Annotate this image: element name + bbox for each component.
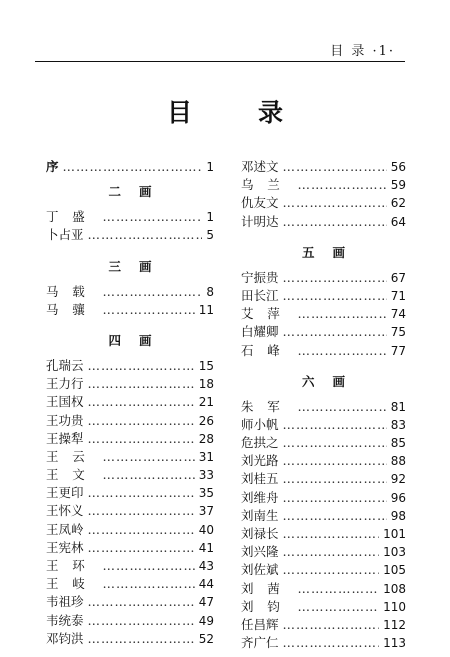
- toc-entry[interactable]: [46, 375, 214, 393]
- toc-entry-name: 刘茜: [241, 580, 294, 596]
- toc-entry-name: 王怀义: [46, 503, 84, 519]
- toc-entry-page: 112: [383, 617, 406, 632]
- toc-entry-name: 刘南生: [241, 507, 279, 523]
- toc-entry-preface[interactable]: [46, 158, 214, 176]
- toc-entry-name: 王力行: [46, 376, 84, 392]
- section-char: 五: [301, 244, 315, 260]
- section-char: 三: [108, 258, 121, 274]
- leader-dots: [88, 484, 195, 502]
- leader-dots: [88, 393, 195, 411]
- toc-entry-page: 1: [206, 210, 214, 225]
- toc-entry-name: 王云: [46, 448, 99, 464]
- leader-dots: [298, 580, 380, 598]
- toc-entry-page: 101: [383, 527, 406, 541]
- toc-entry[interactable]: [241, 305, 406, 323]
- leader-dots: [283, 470, 387, 488]
- toc-entry[interactable]: [241, 489, 406, 507]
- section-heading-4-strokes: [46, 332, 214, 350]
- leader-dots: [283, 194, 387, 212]
- toc-entry[interactable]: [46, 521, 214, 539]
- toc-entry[interactable]: [46, 539, 214, 557]
- leader-dots: [283, 434, 387, 452]
- toc-entry-page: 110: [383, 599, 406, 614]
- toc-entry-page: 40: [198, 522, 214, 537]
- toc-entry[interactable]: [241, 194, 406, 212]
- toc-entry-name: 计明达: [241, 213, 279, 229]
- toc-entry[interactable]: [241, 434, 406, 452]
- toc-entry-page: 49: [198, 613, 214, 628]
- toc-entry-page: 81: [390, 399, 406, 414]
- toc-entry-name: 孔瑞云: [46, 357, 84, 373]
- toc-entry-page: 74: [390, 307, 406, 322]
- leader-dots: [298, 598, 380, 616]
- toc-entry-name: 刘光路: [241, 453, 279, 469]
- leader-dots: [88, 539, 195, 557]
- toc-entry[interactable]: [241, 342, 406, 360]
- toc-entry-name: 王更印: [46, 485, 84, 501]
- toc-entry-page: 85: [390, 436, 406, 451]
- leader-dots: [283, 543, 380, 561]
- toc-entry-page: 77: [390, 343, 406, 358]
- toc-entry[interactable]: [241, 213, 406, 231]
- toc-entry-page: 44: [198, 577, 214, 592]
- toc-entry[interactable]: [46, 283, 214, 301]
- toc-entry-page: 15: [198, 358, 214, 373]
- toc-entry-name: 石峰: [241, 342, 294, 358]
- toc-entry[interactable]: [241, 416, 406, 434]
- toc-entry-name: 刘佐斌: [241, 562, 279, 578]
- leader-dots: [283, 507, 387, 525]
- toc-entry-name: 韦统泰: [46, 612, 84, 628]
- leader-dots: [283, 269, 387, 287]
- toc-entry-name: 王环: [46, 558, 99, 573]
- toc-entry-page: 18: [198, 377, 214, 392]
- toc-entry-name: 朱军: [241, 398, 294, 414]
- toc-entry-page: 103: [383, 545, 406, 560]
- running-head: 目 录 ·1·: [330, 44, 395, 59]
- toc-entry[interactable]: [46, 630, 214, 648]
- leader-dots: [88, 430, 195, 448]
- toc-entry-page: 62: [390, 196, 406, 211]
- leader-dots: [63, 158, 203, 176]
- toc-entry-page: 96: [390, 490, 406, 505]
- toc-entry-name: 齐广仁: [241, 635, 279, 651]
- toc-entry[interactable]: [241, 543, 406, 561]
- toc-entry[interactable]: [46, 208, 214, 226]
- toc-entry[interactable]: [46, 557, 214, 575]
- toc-entry[interactable]: [241, 525, 406, 543]
- toc-entry-page: 1: [206, 160, 214, 174]
- toc-entry[interactable]: [241, 507, 406, 525]
- toc-entry-page: 26: [198, 413, 214, 428]
- toc-entry-page: 98: [390, 508, 406, 523]
- toc-entry-name: 刘禄长: [241, 526, 279, 541]
- toc-entry[interactable]: [241, 580, 406, 598]
- toc-entry[interactable]: [241, 269, 406, 287]
- leader-dots: [298, 305, 387, 323]
- leader-dots: [88, 375, 195, 393]
- leader-dots: [103, 208, 203, 226]
- leader-dots: [103, 283, 203, 301]
- section-heading-6-strokes: [241, 373, 406, 391]
- toc-entry-page: 31: [198, 449, 214, 464]
- toc-entry-name: 王岐: [46, 576, 99, 592]
- toc-entry[interactable]: [241, 634, 406, 652]
- toc-left-column: [46, 158, 214, 648]
- toc-entry-name: 王文: [46, 467, 99, 483]
- toc-entry-page: 64: [390, 214, 406, 229]
- toc-entry-page: 75: [390, 325, 406, 340]
- toc-entry-name: 马载: [46, 283, 99, 299]
- toc-entry[interactable]: [46, 466, 214, 484]
- leader-dots: [283, 489, 387, 507]
- toc-entry[interactable]: [46, 412, 214, 430]
- leader-dots: [283, 158, 387, 176]
- toc-entry-page: 21: [198, 395, 214, 410]
- toc-entry-name: 王国权: [46, 394, 84, 410]
- toc-entry-name: 师小帆: [241, 416, 279, 432]
- toc-entry-name: 刘维舟: [241, 489, 279, 505]
- toc-entry-name: 任昌辉: [241, 616, 279, 632]
- toc-entry-name: 丁盛: [46, 209, 99, 225]
- toc-entry[interactable]: [46, 612, 214, 630]
- leader-dots: [88, 612, 195, 630]
- toc-entry-name: 马骧: [46, 301, 99, 317]
- toc-entry[interactable]: [46, 357, 214, 375]
- toc-entry-name: 韦祖珍: [46, 594, 84, 610]
- leader-dots: [88, 226, 203, 244]
- toc-entry[interactable]: [241, 287, 406, 305]
- toc-entry-page: 8: [206, 284, 214, 299]
- section-heading-5-strokes: [241, 244, 406, 262]
- toc-entry[interactable]: [241, 158, 406, 176]
- leader-dots: [103, 448, 195, 466]
- leader-dots: [283, 213, 387, 231]
- section-char: 画: [139, 332, 152, 348]
- section-char: 画: [332, 373, 346, 389]
- section-char: 画: [332, 244, 346, 260]
- toc-entry-page: 33: [198, 468, 214, 483]
- toc-entry-name: 田长江: [241, 287, 279, 303]
- toc-entry-name: 序: [46, 159, 59, 174]
- leader-dots: [283, 323, 387, 341]
- leader-dots: [103, 466, 195, 484]
- leader-dots: [283, 634, 380, 652]
- leader-dots: [283, 452, 387, 470]
- toc-entry-page: 105: [383, 563, 406, 578]
- toc-entry-page: 108: [383, 581, 406, 596]
- section-char: 四: [108, 332, 121, 348]
- toc-entry[interactable]: [241, 398, 406, 416]
- toc-entry[interactable]: [46, 448, 214, 466]
- toc-entry[interactable]: [46, 575, 214, 593]
- toc-entry-page: 41: [198, 540, 214, 555]
- toc-entry[interactable]: [46, 484, 214, 502]
- toc-entry[interactable]: [241, 470, 406, 488]
- toc-entry-page: 28: [198, 431, 214, 446]
- toc-entry-name: 刘兴隆: [241, 544, 279, 560]
- toc-entry-name: 危拱之: [241, 435, 279, 451]
- toc-entry-page: 11: [198, 302, 214, 317]
- section-heading-2-strokes: [46, 183, 214, 201]
- toc-entry-page: 47: [198, 595, 214, 610]
- toc-entry[interactable]: [241, 323, 406, 341]
- leader-dots: [88, 502, 195, 520]
- leader-dots: [298, 398, 387, 416]
- toc-entry-page: 71: [390, 288, 406, 303]
- leader-dots: [88, 630, 195, 648]
- toc-entry-name: 王操犁: [46, 430, 84, 446]
- leader-dots: [283, 416, 387, 434]
- toc-entry-name: 邓述文: [241, 159, 279, 174]
- toc-entry-page: 52: [198, 631, 214, 646]
- leader-dots: [103, 557, 195, 575]
- leader-dots: [88, 593, 195, 611]
- toc-entry-page: 37: [198, 504, 214, 519]
- section-char: 六: [301, 373, 315, 389]
- toc-entry-name: 刘钧: [241, 598, 294, 614]
- toc-entry[interactable]: [241, 616, 406, 634]
- toc-entry-page: 59: [390, 178, 406, 193]
- toc-entry-page: 35: [198, 486, 214, 501]
- toc-entry[interactable]: [46, 301, 214, 319]
- leader-dots: [283, 525, 380, 543]
- toc-right-column: [241, 158, 406, 652]
- toc-entry-name: 白耀卿: [241, 324, 279, 340]
- section-char: 画: [139, 184, 152, 200]
- leader-dots: [88, 521, 195, 539]
- toc-entry[interactable]: [241, 176, 406, 194]
- toc-entry-name: 王宪林: [46, 539, 84, 555]
- toc-entry[interactable]: [46, 226, 214, 244]
- title-char-1: 目: [166, 98, 192, 127]
- toc-entry-name: 宁振贵: [241, 269, 279, 285]
- header-rule: [35, 61, 405, 62]
- toc-entry[interactable]: [241, 561, 406, 579]
- toc-entry-name: 刘桂五: [241, 471, 279, 487]
- page-title: [0, 93, 450, 129]
- toc-entry-name: 艾萍: [241, 306, 294, 322]
- title-char-2: 录: [258, 98, 284, 127]
- leader-dots: [298, 176, 387, 194]
- toc-entry[interactable]: [46, 430, 214, 448]
- toc-entry-page: 43: [198, 559, 214, 573]
- toc-entry[interactable]: [46, 393, 214, 411]
- toc-entry-page: 83: [390, 417, 406, 432]
- toc-entry[interactable]: [241, 598, 406, 616]
- toc-entry[interactable]: [46, 502, 214, 520]
- section-char: 画: [139, 258, 152, 274]
- toc-entry-name: 王功贵: [46, 412, 84, 428]
- toc-entry[interactable]: [241, 452, 406, 470]
- toc-entry-name: 邓钧洪: [46, 630, 84, 646]
- leader-dots: [88, 412, 195, 430]
- toc-entry-name: 仇友文: [241, 195, 279, 211]
- toc-entry-page: 113: [383, 636, 406, 651]
- leader-dots: [283, 561, 380, 579]
- leader-dots: [283, 287, 387, 305]
- toc-entry-name: 乌兰: [241, 177, 294, 193]
- leader-dots: [103, 301, 195, 319]
- leader-dots: [283, 616, 380, 634]
- leader-dots: [103, 575, 195, 593]
- toc-entry-page: 56: [390, 160, 406, 174]
- section-char: 二: [108, 184, 121, 200]
- toc-entry-page: 67: [390, 270, 406, 285]
- toc-entry-page: 5: [206, 228, 214, 243]
- toc-entry-name: 卜占亚: [46, 227, 84, 243]
- toc-entry[interactable]: [46, 593, 214, 611]
- toc-entry-page: 88: [390, 454, 406, 469]
- section-heading-3-strokes: [46, 258, 214, 276]
- leader-dots: [298, 342, 387, 360]
- leader-dots: [88, 357, 195, 375]
- toc-entry-page: 92: [390, 472, 406, 487]
- toc-entry-name: 王凤岭: [46, 521, 84, 537]
